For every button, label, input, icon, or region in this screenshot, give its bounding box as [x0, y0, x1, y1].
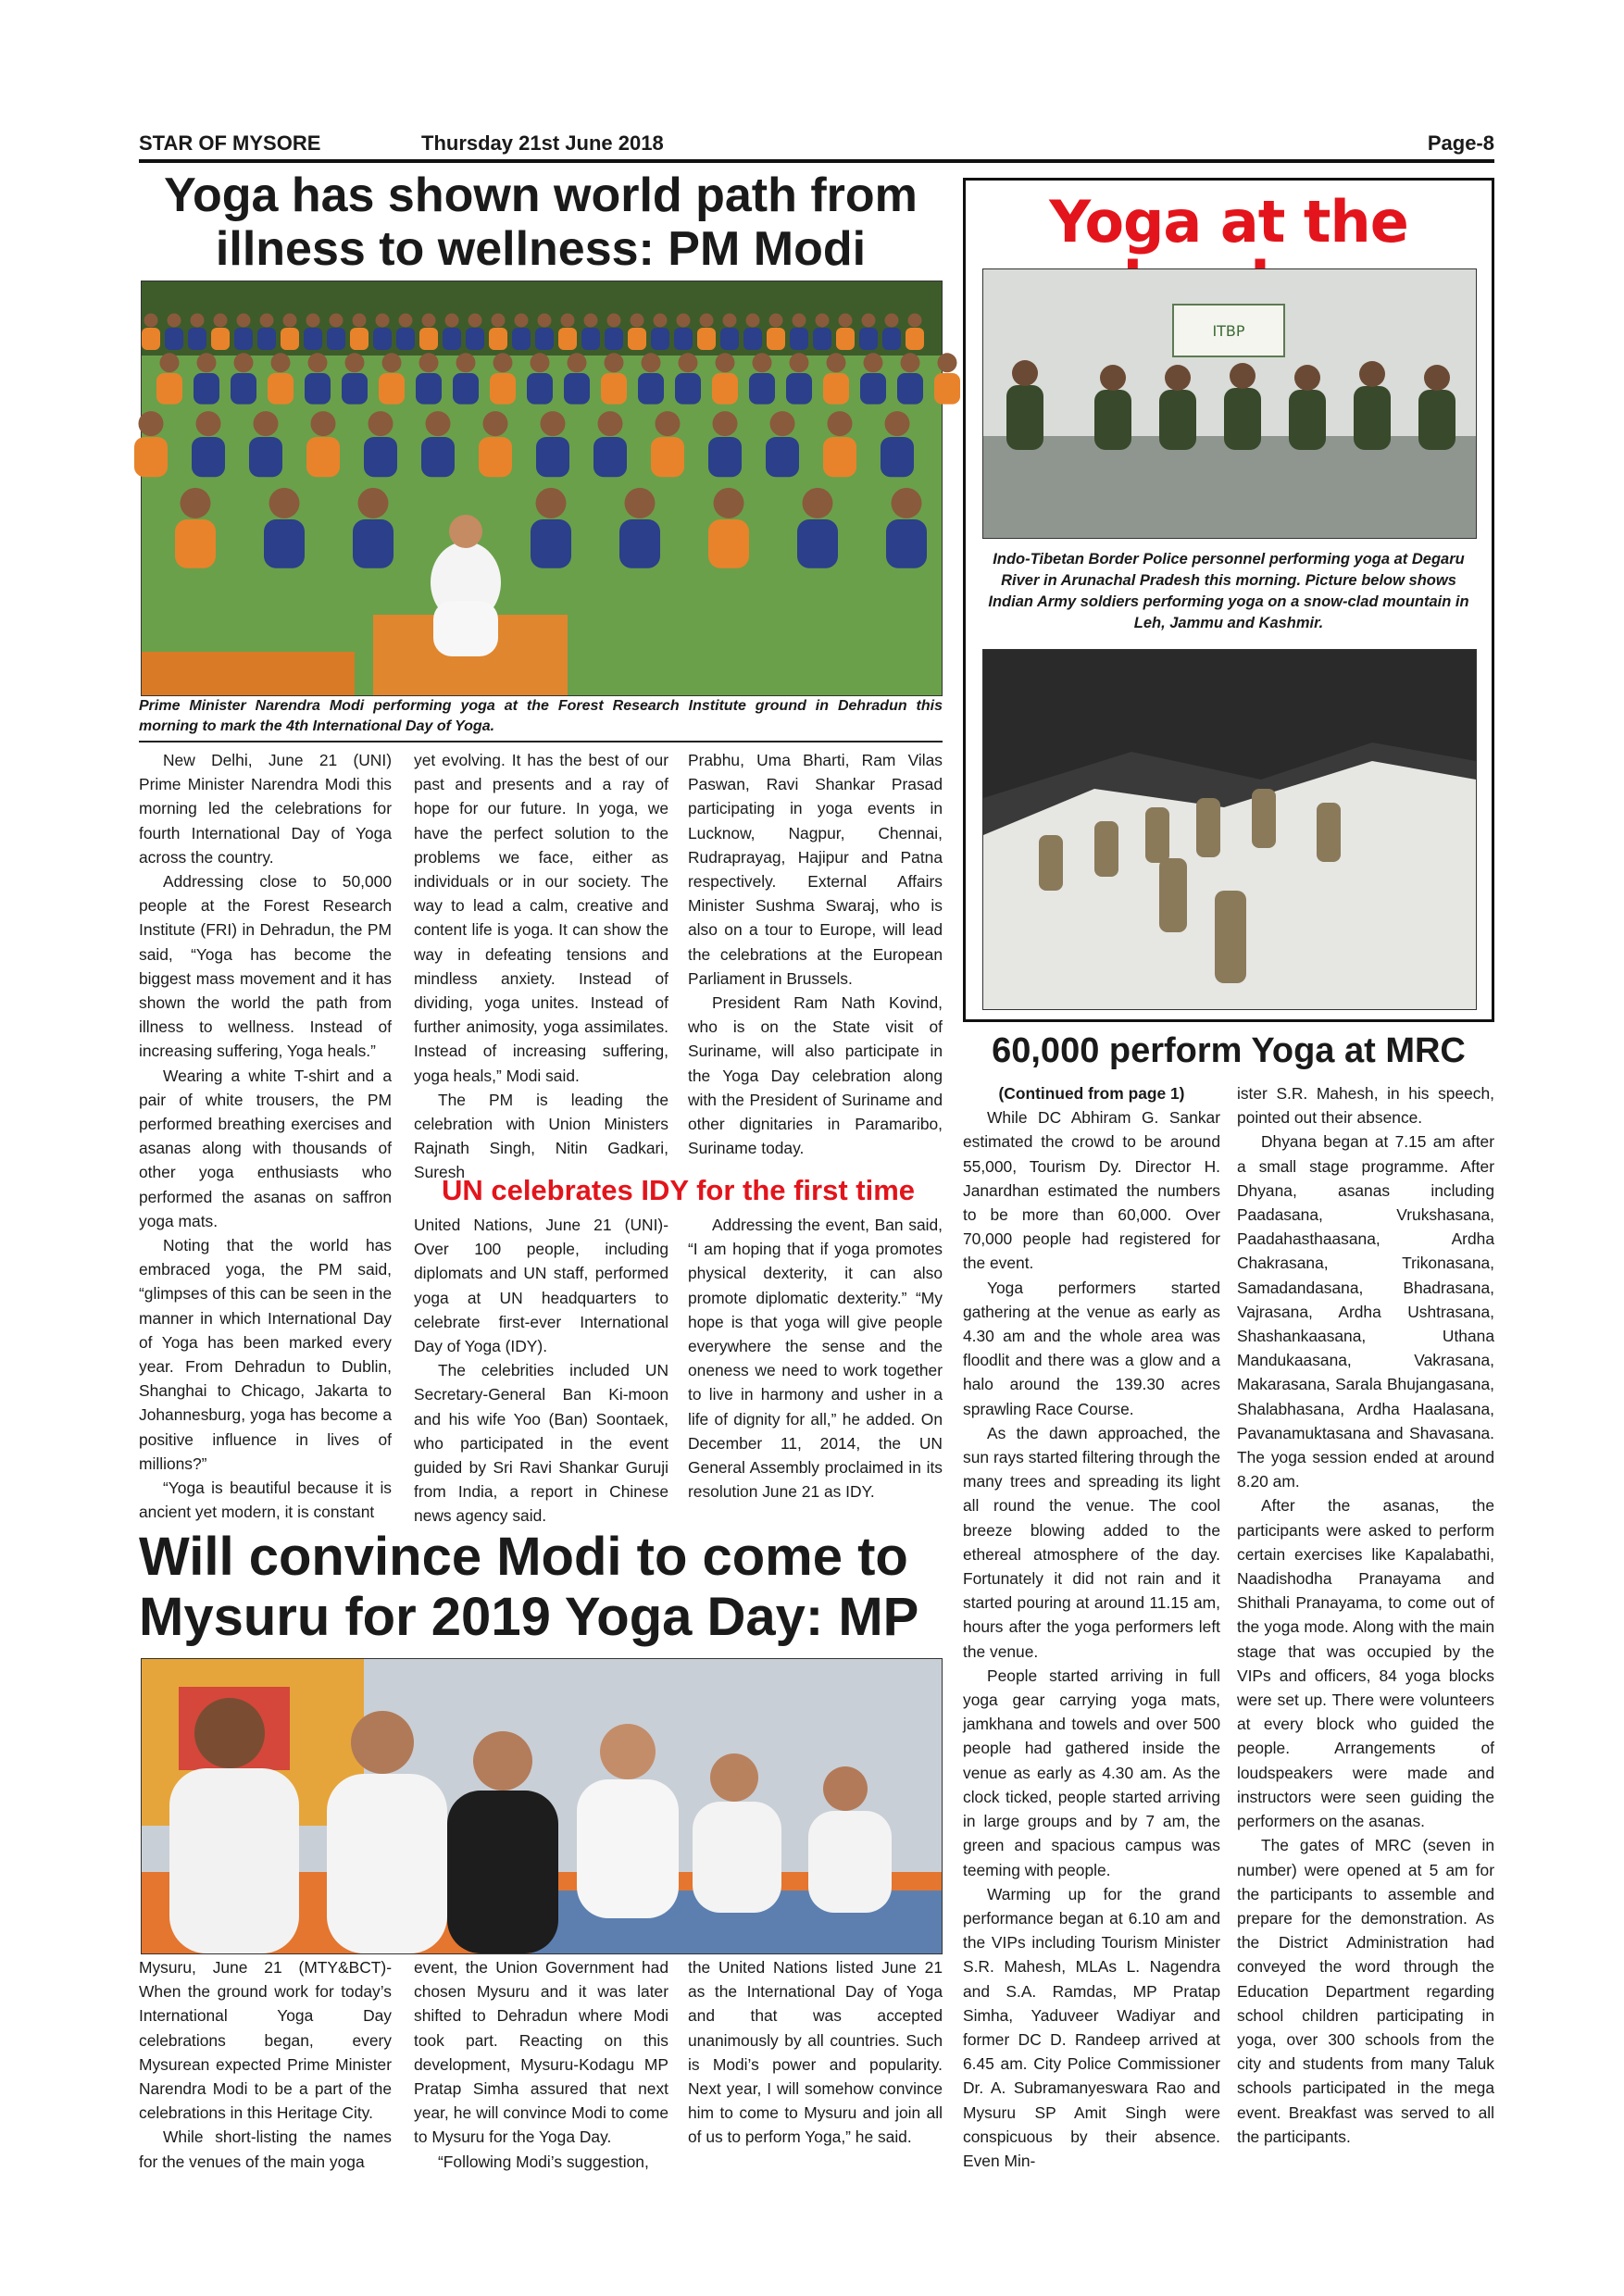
banner-text: ITBP	[1212, 322, 1245, 340]
yoga-participant-figure	[882, 328, 901, 350]
yoga-participant-figure	[628, 328, 646, 350]
yoga-participant-head	[353, 314, 367, 328]
yoga-participant-figure	[697, 328, 716, 350]
yoga-participant-figure	[823, 437, 856, 477]
yoga-participant-figure	[823, 373, 849, 405]
yoga-participant-figure	[638, 373, 664, 405]
paragraph: President Ram Nath Kovind, who is on the State visit of Suriname, will also participate in the Yoga Day celebration along with the President of Suriname and other dignitaries in Paramaribo, Suriname today.	[688, 993, 943, 1158]
yoga-participant-head	[862, 314, 876, 328]
paragraph: New Delhi, June 21 (UNI) Prime Minister Narendra Modi this morning led the celebrations for fourth International Day of Yoga across the country.	[139, 751, 392, 867]
yoga-participant-figure	[188, 328, 206, 350]
yoga-participant-figure	[342, 373, 368, 405]
yoga-participant-figure	[836, 328, 855, 350]
un-story-headline: UN celebrates IDY for the first time	[441, 1174, 916, 1206]
yoga-participant-head	[892, 488, 922, 518]
yoga-participant-head	[311, 411, 336, 436]
yoga-participant-figure	[531, 519, 571, 568]
paragraph: United Nations, June 21 (UNI)- Over 100 people, including diplomats and UN staff, performed yoga at UN headquarters to celebrate first-ever International Day of Yoga (IDY).	[414, 1216, 668, 1356]
yoga-participant-head	[254, 411, 279, 436]
yoga-participant-figure	[749, 373, 775, 405]
yoga-participant-head	[793, 314, 806, 328]
yoga-participant-figure	[786, 373, 812, 405]
yoga-participant-head	[422, 314, 436, 328]
continued-note: (Continued from page 1)	[998, 1084, 1185, 1103]
yoga-participant-head	[607, 314, 621, 328]
masthead-rule	[139, 159, 1494, 163]
yoga-participant-head	[515, 314, 529, 328]
yoga-participant-figure	[234, 328, 253, 350]
yoga-participant-head	[531, 353, 550, 372]
yoga-participant-figure	[605, 328, 623, 350]
yoga-participant-head	[541, 411, 566, 436]
yoga-participant-head	[816, 314, 830, 328]
yoga-participant-head	[456, 353, 476, 372]
yoga-participant-head	[908, 314, 922, 328]
story1-caption-line2: morning to mark the 4th International Day of Yoga.	[139, 718, 495, 734]
yoga-participant-figure	[453, 373, 479, 405]
story2-column-2	[414, 1955, 668, 2177]
yoga-participant-head	[770, 411, 795, 436]
yoga-participant-figure	[527, 373, 553, 405]
paragraph: People started arriving in full yoga gear carrying yoga mats, jamkhana and towels and over 500 people had gathered inside the venue as early as 4.30 am. As the clock ticked, people started arriving in large groups and by 7 am, the green and spacious campus was teeming with people.	[963, 1666, 1220, 1879]
paragraph: Dhyana began at 7.15 am after a small stage programme. After Dhyana, asanas including Paadasana, Vrukshasana, Paadahasthaasana, Ardha Chakrasana, Trikonasana, Samadandasana, Bhadrasana, Vajrasana, Ardha Ushtrasana, Shashankaasana, Uthana Mandukaasana, Vakrasana, Makarasana, Sarala Bhujangasana, Shalabhasana, Ardha Haalasana, Pavanamuktasana and Shavasana. The yoga session ended at around 8.20 am.	[1237, 1132, 1494, 1491]
yoga-participant-head	[598, 411, 623, 436]
yoga-participant-head	[642, 353, 661, 372]
yoga-participant-head	[561, 314, 575, 328]
masthead	[139, 131, 1494, 159]
yoga-participant-figure	[897, 373, 923, 405]
army-snow-photo	[982, 649, 1477, 1010]
yoga-participant-head	[713, 411, 738, 436]
yoga-participant-figure	[674, 328, 693, 350]
yoga-participant-figure	[211, 328, 230, 350]
yoga-participant-figure	[489, 328, 507, 350]
yoga-participant-figure	[281, 328, 299, 350]
yoga-participant-head	[885, 411, 910, 436]
yoga-participant-figure	[257, 328, 276, 350]
yoga-participant-figure	[305, 373, 331, 405]
mysuru-yoga-scene-image	[142, 1659, 942, 1953]
yoga-participant-figure	[479, 437, 512, 477]
yoga-participant-figure	[165, 328, 183, 350]
yoga-participant-figure	[443, 328, 461, 350]
yoga-participant-figure	[264, 519, 305, 568]
yoga-participant-head	[679, 353, 698, 372]
yoga-participant-figure	[192, 437, 225, 477]
yoga-participant-figure	[708, 519, 749, 568]
yoga-participant-figure	[419, 328, 438, 350]
yoga-participant-head	[308, 353, 328, 372]
yoga-participant-head	[369, 411, 394, 436]
yoga-participant-figure	[304, 328, 322, 350]
paragraph: Prabhu, Uma Bharti, Ram Vilas Paswan, Ravi Shankar Prasad participating in yoga events in Lucknow, Nagpur, Chennai, Rudraprayag, Hajipur and Patna respectively. External Affairs Minister Sushma Swaraj, who is also on a tour to Europe, will lead the celebrations at the European Parliament in Brussels.	[688, 751, 943, 988]
yoga-participant-head	[605, 353, 624, 372]
yoga-participant-figure	[535, 328, 554, 350]
paragraph: Addressing the event, Ban said, “I am hoping that if yoga promotes physical dexterity, it can also promote diplomatic dexterity.” “My hope is that yoga will give people everywhere the sense and the oneness we need to work together to live in harmony and usher in a life of dignity for all,” he added. On December 11, 2014, the UN General Assembly proclaimed in its resolution June 21 as IDY.	[688, 1216, 943, 1502]
yoga-participant-head	[144, 314, 158, 328]
yoga-participant-head	[568, 353, 587, 372]
yoga-participant-figure	[766, 437, 799, 477]
paragraph: The gates of MRC (seven in number) were opened at 5 am for the participants to assemble and prepare for the demonstration. As the District Administration had conveyed the word through the Education Department regarding school children participating in yoga, over 300 schools from the city and students from many Taluk schools participated in the mega event. Breakfast was served to all the participants.	[1237, 1836, 1494, 2146]
yoga-participant-figure	[564, 373, 590, 405]
paragraph: Addressing close to 50,000 people at the Forest Research Institute (FRI) in Dehradun, the PM said, “Yoga has become the biggest mass movement and it has shown the world the path from illness to wellness. Instead of increasing suffering, Yoga heals.”	[139, 872, 392, 1061]
yoga-participant-head	[714, 488, 744, 518]
yoga-participant-head	[746, 314, 760, 328]
story2-column-1	[139, 1955, 392, 2177]
yoga-participant-figure	[581, 328, 600, 350]
yoga-participant-head	[260, 314, 274, 328]
mrc-story-column-2	[1237, 1081, 1494, 2174]
yoga-participant-head	[864, 353, 883, 372]
yoga-participant-head	[358, 488, 389, 518]
un-story-column-1	[414, 1213, 668, 1528]
paragraph: Warming up for the grand performance began at 6.10 am and the VIPs including Tourism Minister S.R. Mahesh, MLAs L. Nagendra and S.A. Ramdas, MP Pratap Simha, Yaduveer Wadiyar and former DC D. Randeep arrived at 6.45 am. City Police Commissioner Dr. A. Subramanyeswara Rao and Mysuru SP Amit Singh were conspicuous by their absence. Even Min-	[963, 1884, 1220, 2170]
yoga-participant-figure	[651, 328, 669, 350]
yoga-participant-figure	[886, 519, 927, 568]
page-number: Page-8	[1427, 131, 1494, 155]
yoga-participant-figure	[396, 328, 415, 350]
yoga-participant-head	[538, 314, 552, 328]
yoga-participant-head	[345, 353, 365, 372]
yoga-participant-figure	[249, 437, 282, 477]
yoga-participant-head	[700, 314, 714, 328]
story2-headline	[139, 1528, 943, 1648]
yoga-participant-head	[168, 314, 181, 328]
yoga-participant-figure	[268, 373, 294, 405]
yoga-participant-figure	[860, 373, 886, 405]
yoga-participant-figure	[512, 328, 531, 350]
yoga-participant-figure	[720, 328, 739, 350]
yoga-participant-head	[656, 411, 681, 436]
yoga-participant-head	[493, 353, 513, 372]
modi-yoga-scene-image	[142, 281, 942, 695]
story1-caption-rule	[139, 741, 943, 742]
yoga-participant-figure	[353, 519, 394, 568]
paragraph: The PM is leading the celebration with Union Ministers Rajnath Singh, Nitin Gadkari, Suresh	[414, 1090, 668, 1182]
yoga-participant-head	[306, 314, 320, 328]
paragraph: Yoga performers started gathering at the venue as early as 4.30 am and the whole area was floodlit and there was a glow and a halo around the 139.30 acres sprawling Race Course.	[963, 1278, 1220, 1418]
paragraph: “Following Modi’s suggestion,	[438, 2152, 649, 2171]
yoga-participant-figure	[364, 437, 397, 477]
paragraph: the United Nations listed June 21 as the International Day of Yoga and that was accepted unanimously by all countries. Such is Modi’s power and popularity. Next year, I will somehow convince him to come to Mysuru and join all of us to perform Yoga,” he said.	[688, 1958, 943, 2147]
yoga-participant-head	[271, 353, 291, 372]
yoga-participant-figure	[651, 437, 684, 477]
yoga-participant-figure	[675, 373, 701, 405]
yoga-participant-head	[330, 314, 344, 328]
yoga-participant-head	[196, 411, 221, 436]
yoga-participant-figure	[379, 373, 405, 405]
yoga-participant-figure	[712, 373, 738, 405]
yoga-at-border-box	[963, 178, 1494, 1022]
story2-photo	[141, 1658, 943, 1954]
yoga-participant-figure	[142, 328, 160, 350]
yoga-participant-head	[139, 411, 164, 436]
yoga-participant-figure	[881, 437, 914, 477]
yoga-participant-head	[536, 488, 567, 518]
yoga-participant-figure	[743, 328, 762, 350]
yoga-participant-figure	[593, 437, 627, 477]
yoga-participant-head	[283, 314, 297, 328]
yoga-participant-head	[492, 314, 506, 328]
yoga-participant-head	[828, 411, 853, 436]
yoga-participant-figure	[813, 328, 831, 350]
story1-column-1	[139, 748, 392, 1528]
yoga-participant-head	[160, 353, 180, 372]
yoga-participant-figure	[306, 437, 340, 477]
yoga-participant-head	[803, 488, 833, 518]
yoga-participant-figure	[421, 437, 455, 477]
yoga-participant-figure	[231, 373, 256, 405]
yoga-participant-figure	[558, 328, 577, 350]
story1-photo	[141, 281, 943, 696]
border-box-title: Yoga at the	[1049, 188, 1408, 256]
publication-name: STAR OF MYSORE	[139, 131, 321, 155]
paragraph: Mysuru, June 21 (MTY&BCT)- When the ground work for today’s International Yoga Day celebrations began, every Mysurean expected Prime Minister Narendra Modi to be a part of the celebrations in this Heritage City.	[139, 1958, 392, 2123]
paragraph: After the asanas, the participants were asked to perform certain exercises like Kapalabathi, Naadishodha Pranayama and Shithali Pranayama, to come out of the yoga mode. Along with the main stage that was occupied by the VIPs and officers, 84 yoga blocks were set up. There were volunteers at every block who guided the people. Arrangements of loudspeakers were made and instructors were seen guiding the performers on the asanas.	[1237, 1496, 1494, 1831]
paragraph: yet evolving. It has the best of our past and presents and a ray of hope for our future. In yoga, we have the perfect solution to the problems we face, either as individuals or in our society. The way to lead a calm, creative and content life is yoga. It can show the way in defeating tensions and mindless anxiety. Instead of dividing, yoga unites. Instead of further animosity, yoga assimilates. Instead of increasing suffering, yoga heals,” Modi said.	[414, 751, 668, 1085]
yoga-participant-figure	[767, 328, 785, 350]
yoga-participant-head	[723, 314, 737, 328]
yoga-participant-figure	[619, 519, 660, 568]
story1-caption-line1: Prime Minister Narendra Modi performing yoga at the Forest Research Institute ground in Dehradun this	[139, 698, 943, 714]
yoga-participant-head	[237, 314, 251, 328]
paragraph: As the dawn approached, the sun rays started filtering through the many trees and spreading its light all round the venue. The cool breeze blowing added to the ethereal atmosphere of the day. Fortunately it did not rain and it started pouring at around 11.15 am, hours after the yoga performers left the venue.	[963, 1423, 1220, 1661]
yoga-participant-head	[716, 353, 735, 372]
mrc-story-column-1	[963, 1081, 1220, 2174]
yoga-participant-figure	[350, 328, 369, 350]
paragraph: ister S.R. Mahesh, in his speech, pointed out their absence.	[1237, 1084, 1494, 1128]
paragraph: “Yoga is beautiful because it is ancient yet modern, it is constant	[139, 1479, 392, 1522]
yoga-participant-figure	[859, 328, 878, 350]
yoga-participant-figure	[797, 519, 838, 568]
yoga-participant-head	[839, 314, 853, 328]
yoga-participant-figure	[175, 519, 216, 568]
yoga-participant-head	[181, 488, 211, 518]
yoga-participant-head	[214, 314, 228, 328]
yoga-participant-head	[769, 314, 783, 328]
mrc-story-headline: 60,000 perform Yoga at MRC	[992, 1031, 1466, 1070]
yoga-participant-figure	[536, 437, 569, 477]
river-yoga-scene-image	[983, 269, 1476, 538]
paragraph: While DC Abhiram G. Sankar estimated the crowd to be around 55,000, Tourism Dy. Director H. Janardhan estimated the numbers to be more than 60,000. Over 70,000 people had registered for the event.	[963, 1108, 1220, 1273]
paragraph: While short-listing the names for the venues of the main yoga	[139, 2128, 392, 2171]
yoga-participant-figure	[466, 328, 484, 350]
yoga-participant-figure	[906, 328, 924, 350]
paragraph: The celebrities included UN Secretary-General Ban Ki-moon and his wife Yoo (Ban) Soontaek, who participated in the event guided by Sri Ravi Shankar Guruji from India, a report in Chinese news agency said.	[414, 1361, 668, 1526]
yoga-participant-head	[468, 314, 482, 328]
yoga-participant-head	[584, 314, 598, 328]
story2-column-3	[688, 1955, 943, 2177]
un-story-column-2	[688, 1213, 943, 1528]
yoga-participant-figure	[934, 373, 960, 405]
yoga-participant-head	[625, 488, 656, 518]
yoga-participant-figure	[373, 328, 392, 350]
yoga-participant-head	[901, 353, 920, 372]
yoga-participant-figure	[708, 437, 742, 477]
yoga-participant-figure	[134, 437, 168, 477]
yoga-participant-head	[191, 314, 205, 328]
story1-headline-line1: Yoga has shown world path from	[164, 168, 918, 222]
yoga-participant-head	[753, 353, 772, 372]
itbp-river-photo	[982, 268, 1477, 539]
story2-headline-line1: Will convince Modi to come to	[139, 1527, 908, 1587]
paragraph: event, the Union Government had chosen Mysuru and it was later shifted to Dehradun where Modi took part. Reacting on this development, Mysuru-Kodagu MP Pratap Simha assured that next year, he will convince Modi to come to Mysuru for the Yoga Day.	[414, 1958, 668, 2147]
story1-column-3	[688, 748, 943, 1169]
yoga-participant-head	[376, 314, 390, 328]
yoga-participant-figure	[327, 328, 345, 350]
yoga-participant-head	[399, 314, 413, 328]
border-box-caption: Indo-Tibetan Border Police personnel performing yoga at Degaru River in Arunachal Pradesh this morning. Picture below shows Indian Army soldiers performing yoga on a snow-clad mountain in Leh, Jammu and Kashmir.	[988, 551, 1469, 631]
yoga-participant-figure	[490, 373, 516, 405]
yoga-participant-head	[938, 353, 957, 372]
yoga-participant-figure	[156, 373, 182, 405]
snow-yoga-scene-image	[983, 650, 1476, 1009]
paragraph: Noting that the world has embraced yoga, the PM said, “glimpses of this can be seen in the manner in which International Day of Yoga has been marked every year. From Dehradun to Dublin, Shanghai to Chicago, Jakarta to Johannesburg, yoga has become a positive influence in lives of millions?”	[139, 1236, 392, 1473]
story1-headline	[139, 168, 943, 276]
yoga-participant-head	[631, 314, 644, 328]
yoga-participant-head	[419, 353, 439, 372]
yoga-participant-head	[197, 353, 217, 372]
yoga-participant-head	[654, 314, 668, 328]
issue-date: Thursday 21st June 2018	[421, 131, 664, 155]
yoga-participant-head	[677, 314, 691, 328]
story1-headline-line2: illness to wellness: PM Modi	[215, 222, 867, 277]
yoga-participant-head	[382, 353, 402, 372]
story1-column-2	[414, 748, 668, 1182]
yoga-participant-figure	[790, 328, 808, 350]
story2-headline-line2: Mysuru for 2019 Yoga Day: MP	[139, 1586, 919, 1647]
yoga-participant-head	[445, 314, 459, 328]
yoga-participant-head	[483, 411, 508, 436]
yoga-participant-head	[885, 314, 899, 328]
yoga-participant-head	[234, 353, 254, 372]
paragraph: Wearing a white T-shirt and a pair of white trousers, the PM performed breathing exercises and asanas along with thousands of other yoga enthusiasts who performed the asanas on saffron yoga mats.	[139, 1066, 392, 1230]
story1-caption	[139, 696, 943, 737]
yoga-participant-head	[269, 488, 300, 518]
yoga-participant-head	[790, 353, 809, 372]
yoga-participant-figure	[601, 373, 627, 405]
yoga-participant-figure	[194, 373, 219, 405]
yoga-participant-figure	[416, 373, 442, 405]
yoga-participant-head	[827, 353, 846, 372]
yoga-participant-head	[426, 411, 451, 436]
